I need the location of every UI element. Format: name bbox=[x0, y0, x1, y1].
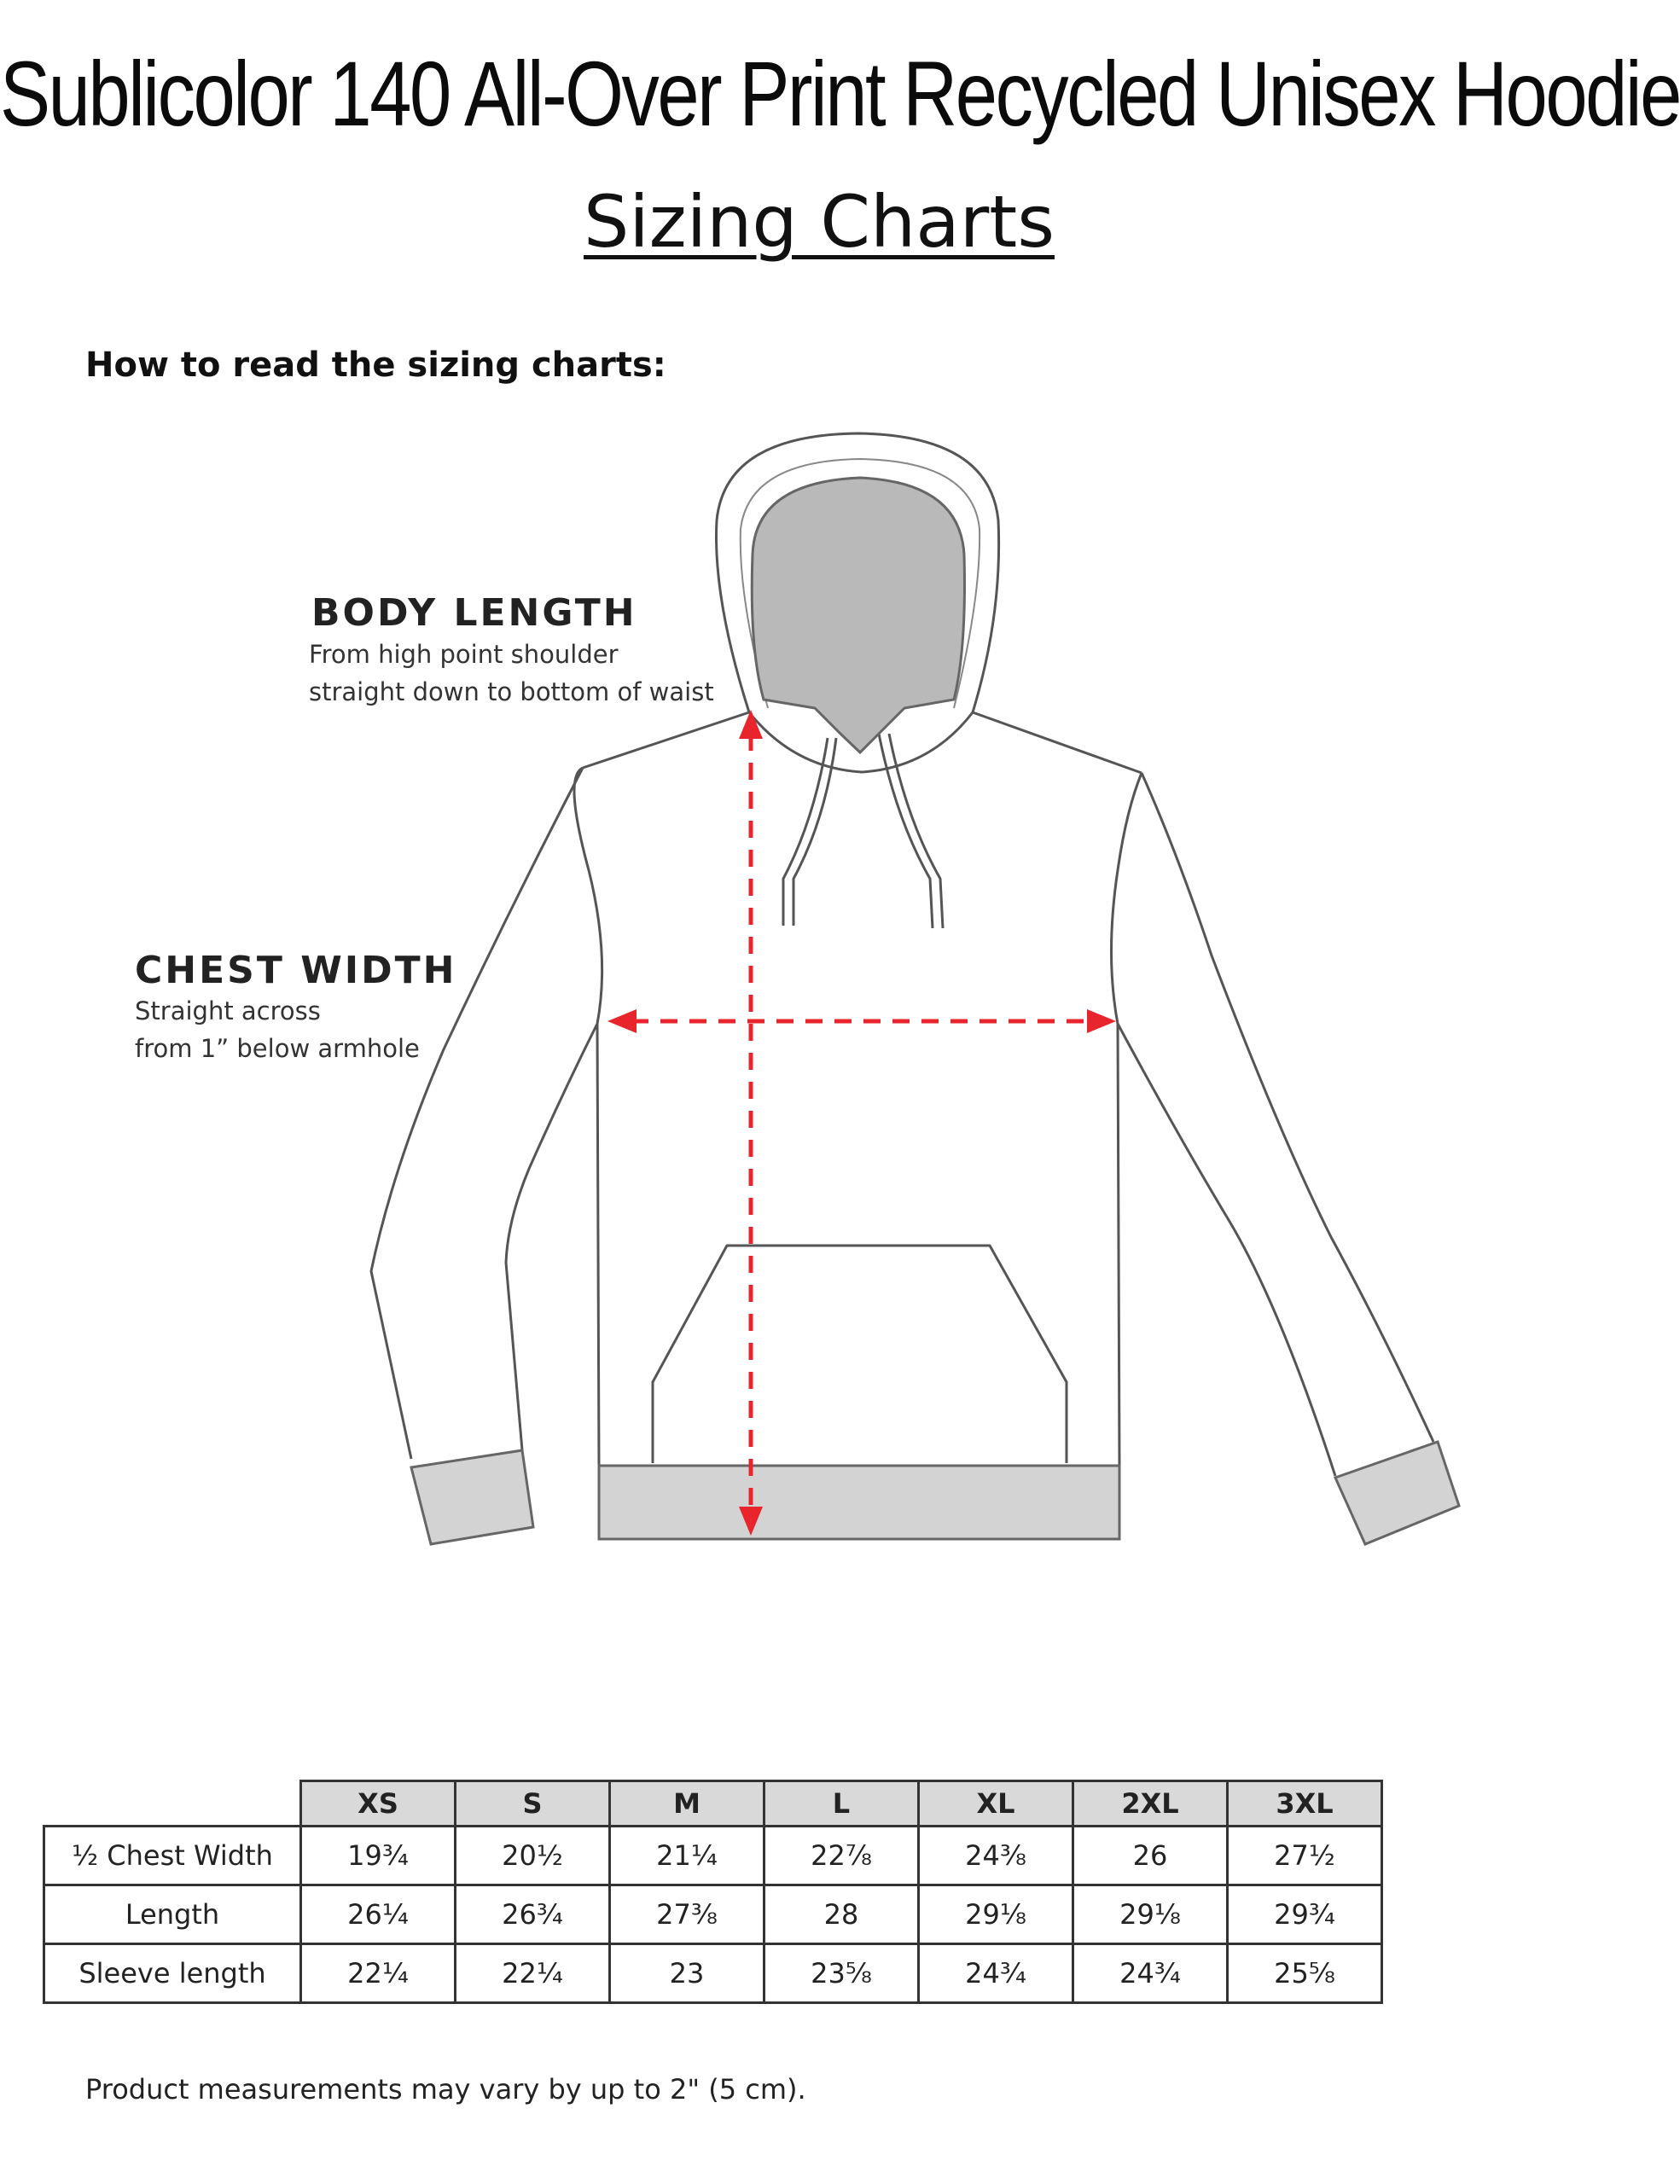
chest-width-arrow-right bbox=[1087, 1009, 1116, 1033]
table-cell: 22¼ bbox=[456, 1944, 610, 2003]
size-header-xl: XL bbox=[919, 1781, 1073, 1827]
hoodie-body-right bbox=[1112, 773, 1142, 1467]
size-header-m: M bbox=[610, 1781, 764, 1827]
table-cell: 24⅜ bbox=[919, 1827, 1073, 1885]
body-length-desc-line2: straight down to bottom of waist bbox=[309, 677, 714, 706]
table-cell: 26¾ bbox=[456, 1885, 610, 1944]
table-cell: 19¾ bbox=[301, 1827, 456, 1885]
drawstring-left bbox=[783, 738, 828, 926]
sizing-charts-heading-text: Sizing Charts bbox=[584, 180, 1055, 264]
table-cell: 23⅝ bbox=[764, 1944, 919, 2003]
row-label-chest-width: ½ Chest Width bbox=[44, 1827, 301, 1885]
table-cell: 20½ bbox=[456, 1827, 610, 1885]
size-header-l: L bbox=[764, 1781, 919, 1827]
table-cell: 24¾ bbox=[1073, 1944, 1228, 2003]
how-to-read-label: How to read the sizing charts: bbox=[85, 346, 666, 385]
hoodie-sleeve-left-outer bbox=[371, 768, 583, 1459]
chest-width-desc bbox=[135, 992, 420, 1067]
size-header-row bbox=[44, 1781, 1382, 1827]
chest-width-arrow-left bbox=[607, 1009, 637, 1033]
size-header-3xl: 3XL bbox=[1228, 1781, 1382, 1827]
table-cell: 21¼ bbox=[610, 1827, 764, 1885]
table-cell: 27½ bbox=[1228, 1827, 1382, 1885]
cuff-right bbox=[1335, 1442, 1459, 1544]
table-cell: 24¾ bbox=[919, 1944, 1073, 2003]
size-table bbox=[43, 1780, 1383, 2004]
table-cell: 29¾ bbox=[1228, 1885, 1382, 1944]
chest-width-title: CHEST WIDTH bbox=[135, 949, 457, 992]
header-corner bbox=[44, 1781, 301, 1827]
chest-width-desc-line1: Straight across bbox=[135, 996, 321, 1025]
size-header-s: S bbox=[456, 1781, 610, 1827]
table-row bbox=[44, 1885, 1382, 1944]
hoodie-sleeve-right-inner bbox=[1118, 1024, 1335, 1476]
chest-width-desc-line2: from 1” below armhole bbox=[135, 1034, 420, 1063]
hoodie-shoulder-left bbox=[583, 712, 749, 768]
row-label-length: Length bbox=[44, 1885, 301, 1944]
hoodie-sleeve-left-inner bbox=[506, 1024, 597, 1450]
measurement-note: Product measurements may vary by up to 2" (5 cm). bbox=[85, 2073, 806, 2106]
drawstring-right-2 bbox=[889, 734, 943, 928]
table-cell: 26 bbox=[1073, 1827, 1228, 1885]
table-cell: 28 bbox=[764, 1885, 919, 1944]
table-cell: 23 bbox=[610, 1944, 764, 2003]
table-row bbox=[44, 1827, 1382, 1885]
body-length-desc-line1: From high point shoulder bbox=[309, 640, 619, 669]
waistband bbox=[599, 1466, 1119, 1539]
kangaroo-pocket bbox=[653, 1246, 1067, 1463]
table-cell: 22¼ bbox=[301, 1944, 456, 2003]
hoodie-shoulder-right bbox=[973, 712, 1142, 773]
table-cell: 22⅞ bbox=[764, 1827, 919, 1885]
table-cell: 25⅝ bbox=[1228, 1944, 1382, 2003]
hood-face-opening bbox=[752, 478, 964, 752]
table-cell: 29⅛ bbox=[1073, 1885, 1228, 1944]
cuff-left bbox=[411, 1450, 533, 1544]
table-cell: 29⅛ bbox=[919, 1885, 1073, 1944]
hoodie-body-left bbox=[574, 768, 602, 1467]
size-header-xs: XS bbox=[301, 1781, 456, 1827]
body-length-desc bbox=[309, 636, 714, 711]
table-cell: 26¼ bbox=[301, 1885, 456, 1944]
table-row bbox=[44, 1944, 1382, 2003]
product-title: Sublicolor 140 All-Over Print Recycled Unisex Hoodie bbox=[0, 42, 1680, 145]
size-header-2xl: 2XL bbox=[1073, 1781, 1228, 1827]
table-cell: 27⅜ bbox=[610, 1885, 764, 1944]
body-length-title: BODY LENGTH bbox=[311, 591, 637, 635]
row-label-sleeve-length: Sleeve length bbox=[44, 1944, 301, 2003]
